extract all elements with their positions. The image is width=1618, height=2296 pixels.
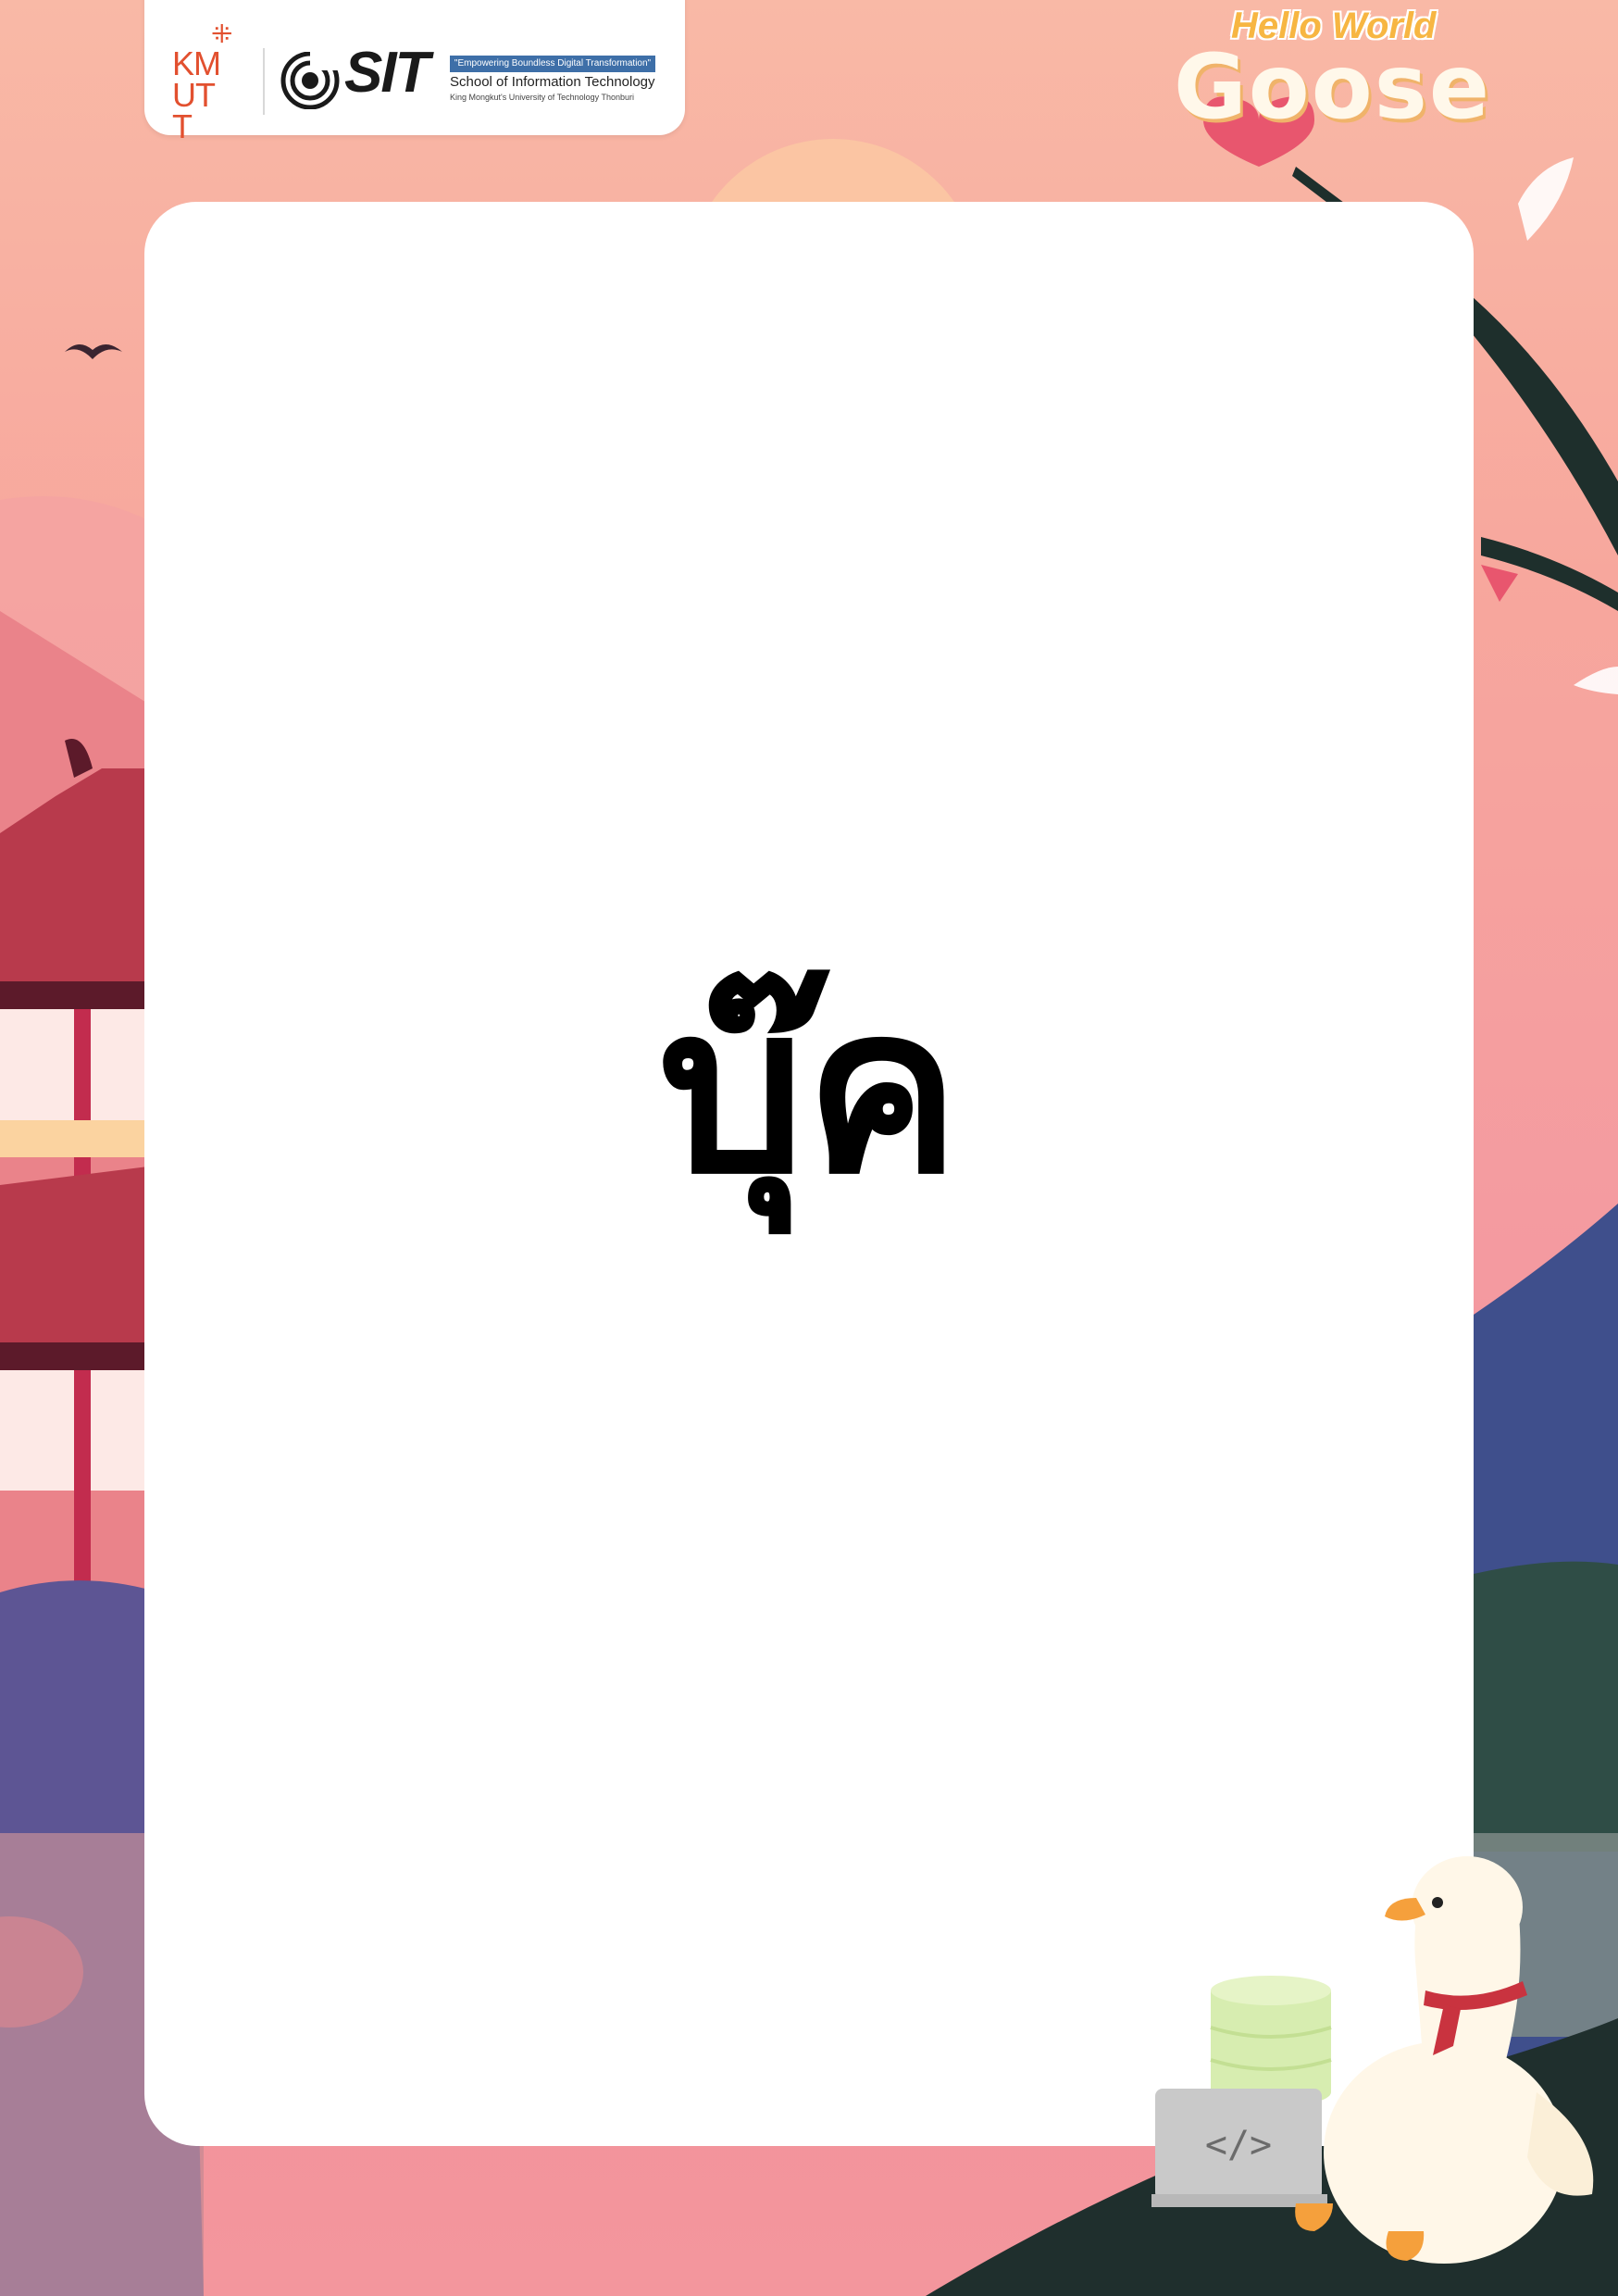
cloud-icon (1166, 1911, 1303, 1963)
name-text: บุ๊ค (658, 955, 960, 1225)
logo-bar (144, 0, 685, 145)
kmutt-dots-icon: ⁜ (211, 19, 233, 49)
laptop-code-symbol: </> (1204, 2124, 1273, 2166)
sit-swirl-icon (280, 52, 341, 109)
brand-hello-world: Hello World (1231, 6, 1437, 46)
logo-divider (263, 48, 265, 115)
goose-mascot (1139, 1787, 1618, 2296)
kmutt-logo: KMUTT (172, 44, 220, 145)
sit-logo: SIT (344, 41, 429, 105)
sit-university-name: King Mongkut's University of Technology Thonburi (450, 93, 634, 102)
sit-tagline: "Empowering Boundless Digital Transformation" (450, 56, 655, 72)
sit-school-name: School of Information Technology (450, 74, 655, 90)
database-icon (1211, 1976, 1331, 2107)
brand-goose: Goose (1174, 35, 1491, 139)
